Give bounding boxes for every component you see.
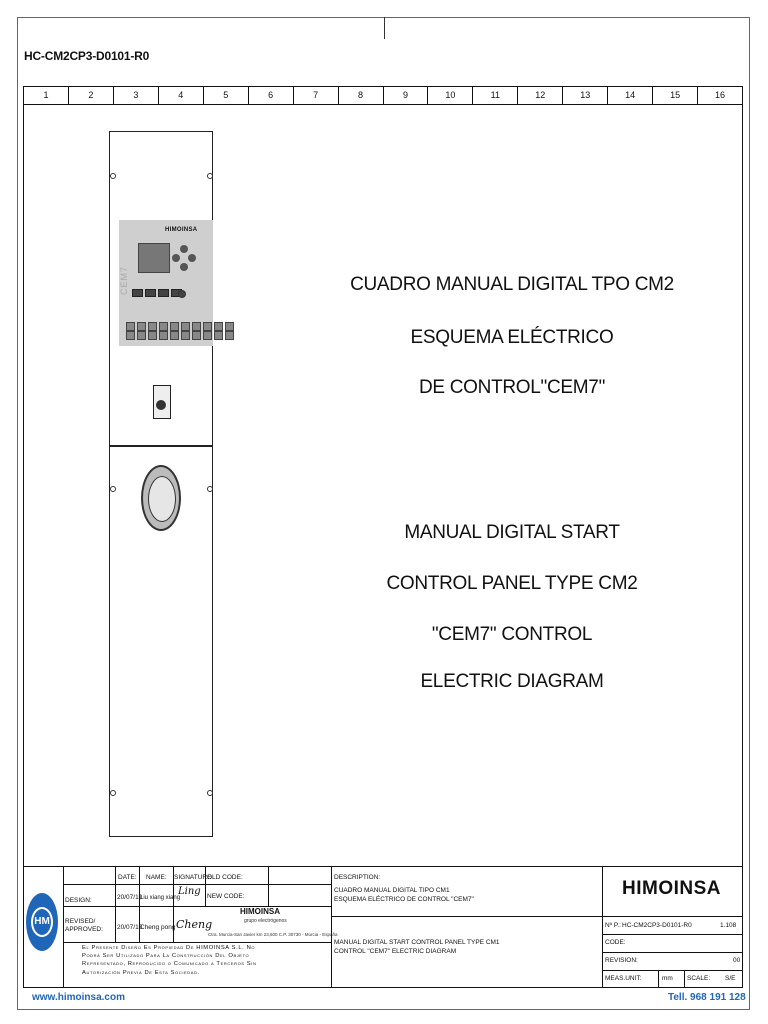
title-es-line-3: DE CONTROL"CEM7" (418, 377, 606, 398)
company-address: Ctra. Murcia-San Javier km 23,600 C.P. 30730 - Murcia - España (208, 932, 338, 937)
controller-brand: HIMOINSA (165, 227, 198, 233)
description-es-1: CUADRO MANUAL DIGITAL TIPO CM1 (334, 887, 450, 894)
title-es-line-1: CUADRO MANUAL DIGITAL TPO CM2 (350, 274, 674, 295)
status-leds (126, 322, 234, 331)
himoinsa-logo-icon: HM (26, 893, 58, 951)
title-es-line-2: ESQUEMA ELÉCTRICO (410, 327, 614, 348)
design-label: DESIGN: (65, 897, 92, 904)
ruler-column-7: 7 (294, 87, 339, 104)
company-logo-small: HIMOINSA (240, 907, 280, 916)
description-en-1: MANUAL DIGITAL START CONTROL PANEL TYPE CM1 (334, 939, 500, 946)
ruler-column-9: 9 (384, 87, 429, 104)
old-code-header: OLD CODE: (207, 874, 243, 881)
date-header: DATE: (118, 874, 137, 881)
title-en-line-4: ELECTRIC DIAGRAM (420, 671, 604, 692)
ruler-column-1: 1 (24, 87, 69, 104)
name-header: NAME: (146, 874, 167, 881)
np-value: HC-CM2CP3-D0101-R0 (622, 922, 692, 929)
ruler-column-10: 10 (428, 87, 473, 104)
lcd-display (138, 243, 170, 273)
company-tagline: grupo electrógenos (244, 918, 287, 924)
ruler-column-2: 2 (69, 87, 114, 104)
key-switch-icon (153, 385, 171, 419)
navigation-keys (172, 245, 196, 271)
title-en-line-3: "CEM7" CONTROL (431, 624, 593, 645)
code-label: CODE: (605, 939, 626, 946)
fold-mark (384, 17, 385, 39)
ruler-column-5: 5 (204, 87, 249, 104)
np-right-value: 1.108 (720, 922, 737, 929)
meas-unit-value: mm (662, 975, 673, 982)
panel-divider (109, 445, 213, 447)
design-date: 20/07/10 (117, 894, 143, 901)
new-code-header: NEW CODE: (207, 893, 245, 900)
phone-number: Tell. 968 191 128 (668, 992, 746, 1003)
meas-unit-label: MEAS.UNIT: (605, 975, 642, 982)
design-name: Liu xiang xiang (140, 895, 181, 901)
revision-value: 00 (733, 957, 741, 964)
mount-hole (110, 486, 116, 492)
ruler-column-15: 15 (653, 87, 698, 104)
revised-date: 20/07/10 (117, 924, 143, 931)
title-en-line-1: MANUAL DIGITAL START (404, 522, 620, 543)
function-keys (132, 289, 182, 297)
mount-hole (207, 486, 213, 492)
emergency-stop-icon (141, 465, 181, 531)
column-ruler (23, 86, 743, 105)
ruler-column-8: 8 (339, 87, 384, 104)
controller-side-label: CEM7 (119, 265, 129, 295)
design-signature: Ling (178, 886, 201, 897)
title-en-line-2: CONTROL PANEL TYPE CM2 (386, 573, 638, 594)
legal-notice: El Presente Diseño Es Propiedad De HIMOINSA S.L. No Podrá Ser Utilizado Para La Construcción Del Objeto Representado, Reproducido o Comunicado a Terceros Sin Autorización Previa De Esta Sociedad. (82, 945, 257, 976)
revision-label: REVISION: (605, 957, 638, 964)
ruler-column-6: 6 (249, 87, 294, 104)
ruler-column-4: 4 (159, 87, 204, 104)
ruler-column-11: 11 (473, 87, 518, 104)
np-label: Nº P.: (605, 922, 621, 929)
ruler-column-12: 12 (518, 87, 563, 104)
mount-hole (207, 790, 213, 796)
ruler-column-16: 16 (715, 90, 726, 100)
revised-label: REVISED/ APPROVED: (65, 918, 103, 933)
scale-label: SCALE: (687, 975, 711, 982)
description-header: DESCRIPTION: (334, 874, 381, 881)
description-en-2: CONTROL "CEM7" ELECTRIC DIAGRAM (334, 948, 457, 955)
website-link[interactable]: www.himoinsa.com (32, 992, 125, 1003)
document-code: HC-CM2CP3-D0101-R0 (24, 49, 150, 63)
scale-value: S/E (725, 975, 736, 982)
mount-hole (110, 173, 116, 179)
revised-name: Cheng pong (140, 924, 176, 931)
mount-hole (207, 173, 213, 179)
revised-signature: Cheng (176, 918, 213, 931)
start-key-icon (178, 290, 186, 298)
description-es-2: ESQUEMA ELÉCTRICO DE CONTROL "CEM7" (334, 896, 474, 903)
ruler-column-3: 3 (114, 87, 159, 104)
ruler-column-14: 14 (608, 87, 653, 104)
ruler-column-13: 13 (563, 87, 608, 104)
signature-header: SIGNATURE (174, 874, 212, 881)
status-leds (126, 331, 234, 340)
mount-hole (110, 790, 116, 796)
company-logo-large: HIMOINSA (622, 878, 721, 899)
